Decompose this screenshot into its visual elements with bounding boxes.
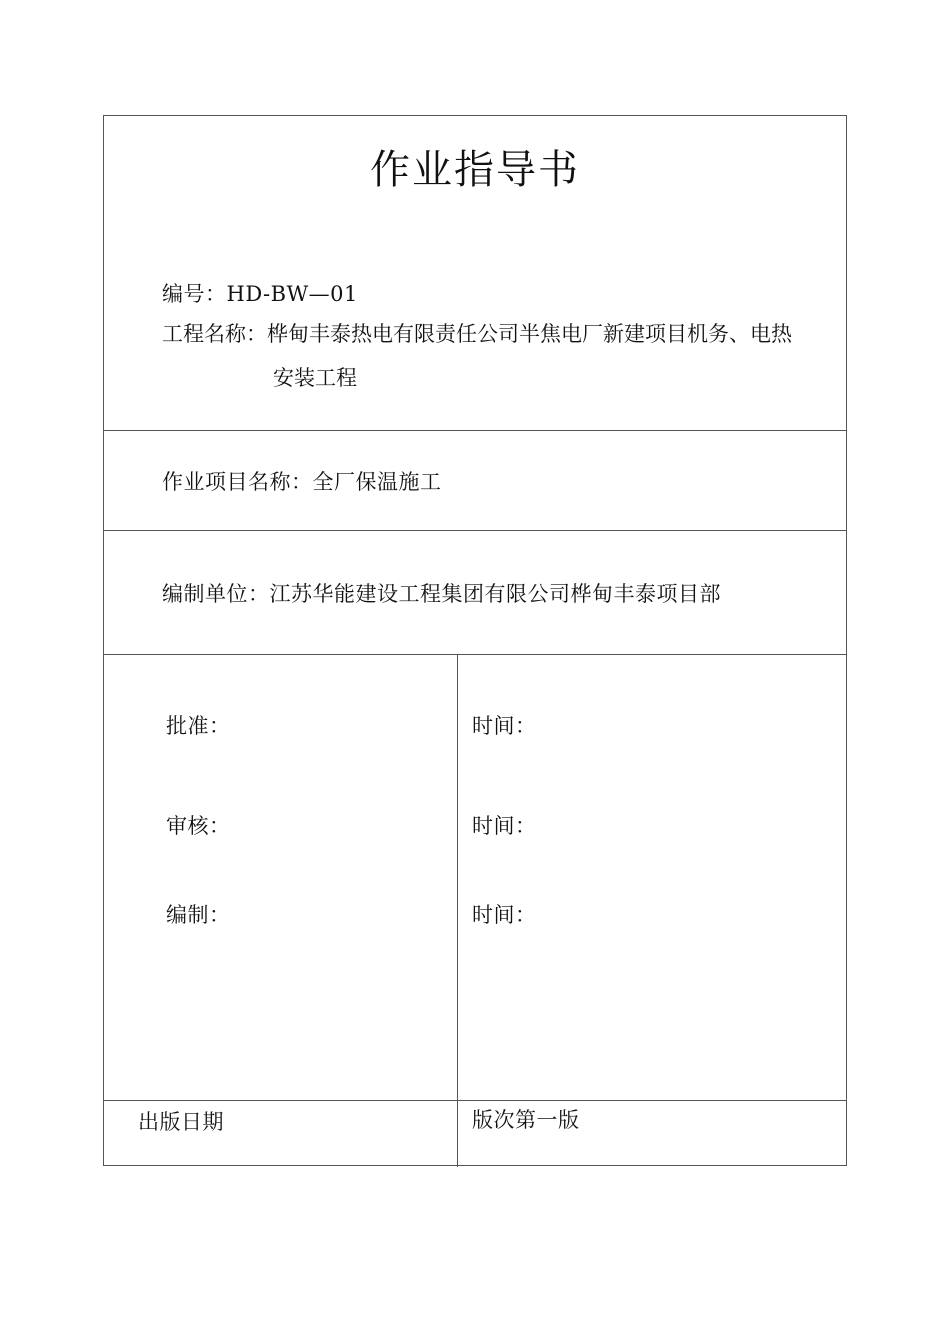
divider xyxy=(104,430,846,431)
project-name-value-line2: 安装工程 xyxy=(273,366,357,390)
work-item-label: 作业项目名称： xyxy=(162,470,313,494)
approve-label: 批准： xyxy=(166,714,231,738)
project-name-value-line1: 桦甸丰泰热电有限责任公司半焦电厂新建项目机务、电热 xyxy=(267,322,792,346)
column-divider xyxy=(457,654,458,1167)
work-item-value: 全厂保温施工 xyxy=(312,470,442,494)
compiler-unit-row xyxy=(162,584,721,605)
doc-number-value: HD-BW—01 xyxy=(226,282,358,306)
edition-label: 版次第一版 xyxy=(472,1108,580,1132)
review-label: 审核： xyxy=(166,814,231,838)
work-item-row xyxy=(162,472,442,493)
publish-date-label: 出版日期 xyxy=(138,1110,224,1134)
divider xyxy=(104,1100,846,1101)
approve-time-label: 时间： xyxy=(472,714,537,738)
project-name-row xyxy=(162,324,792,345)
divider xyxy=(104,654,846,655)
divider xyxy=(104,530,846,531)
compile-label: 编制： xyxy=(166,903,231,927)
review-time-label: 时间： xyxy=(472,814,537,838)
doc-number-label: 编号： xyxy=(162,282,227,306)
doc-number-row xyxy=(162,284,358,305)
compile-time-label: 时间： xyxy=(472,903,537,927)
compiler-unit-value: 江苏华能建设工程集团有限公司桦甸丰泰项目部 xyxy=(269,582,721,606)
form-table xyxy=(103,115,847,1166)
compiler-unit-label: 编制单位： xyxy=(162,582,270,606)
project-name-label: 工程名称： xyxy=(162,322,267,346)
document-title: 作业指导书 xyxy=(370,147,580,193)
